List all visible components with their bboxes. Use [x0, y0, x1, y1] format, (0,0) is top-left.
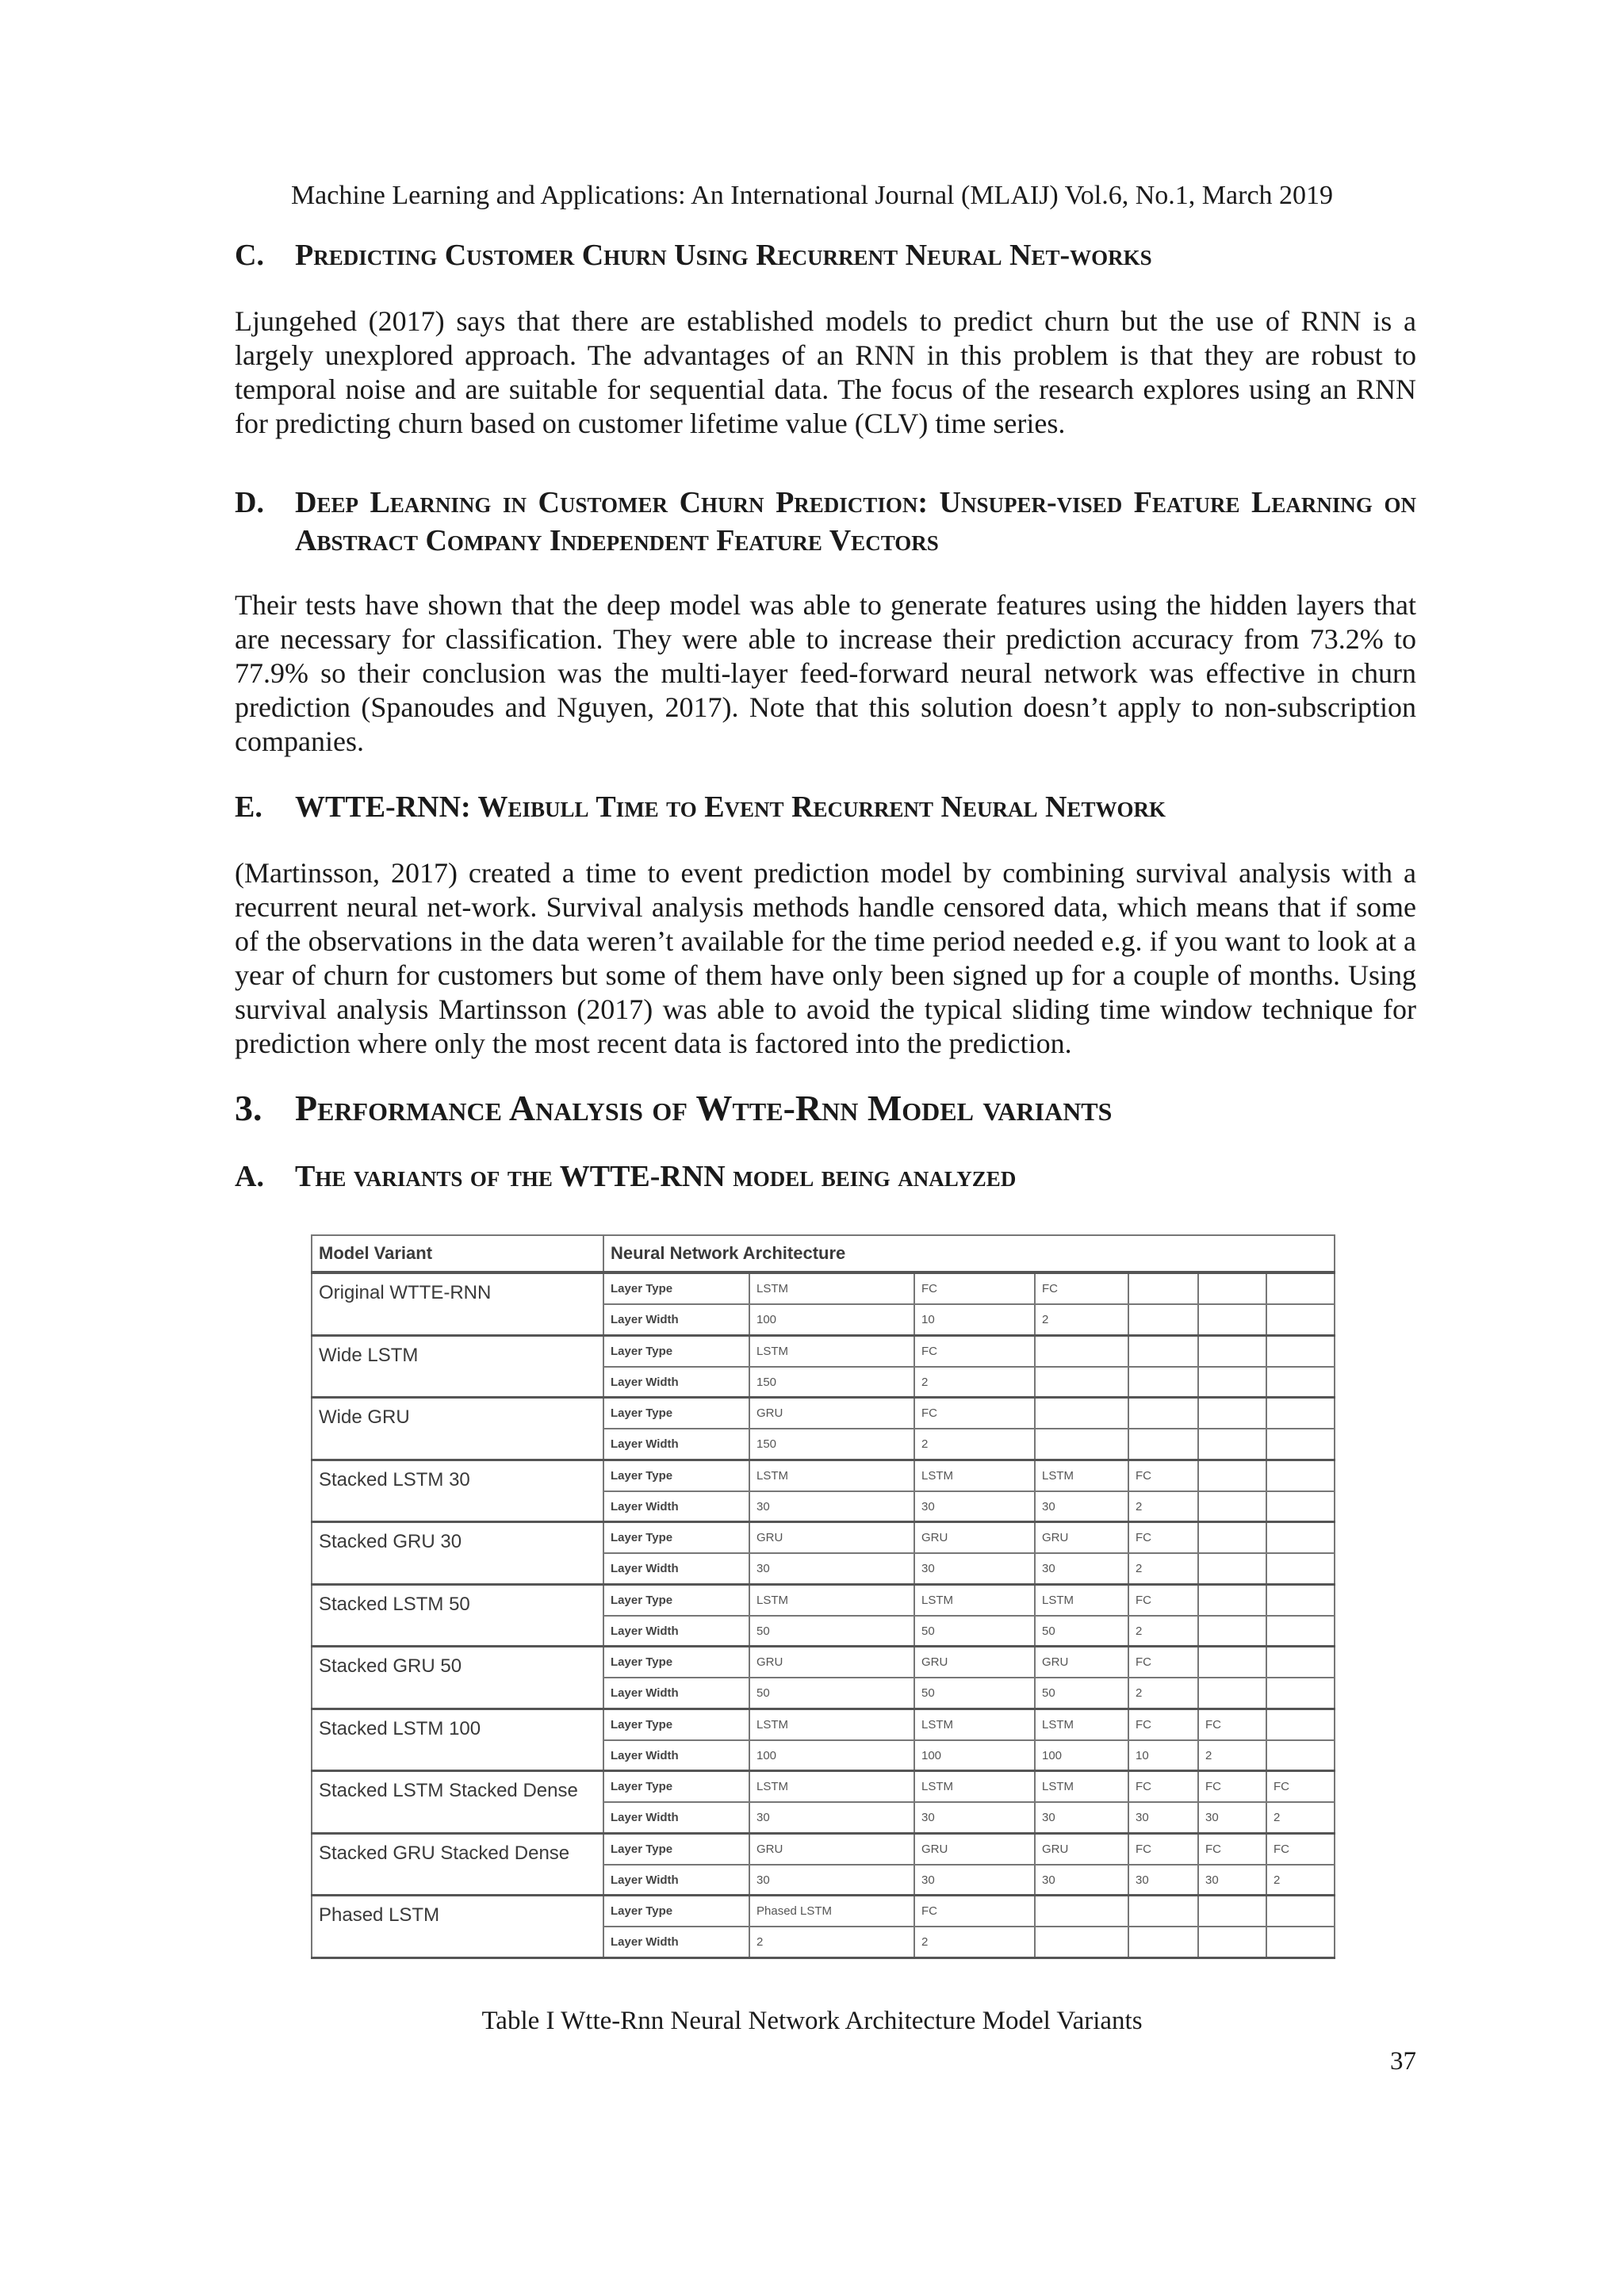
- table-row: [312, 1771, 1335, 1802]
- layer-width-cell: 30: [749, 1865, 914, 1896]
- layer-type-label: Layer Type: [603, 1647, 749, 1678]
- table-row: [312, 1460, 1335, 1490]
- layer-type-cell: FC: [1128, 1460, 1198, 1490]
- model-variant-cell: Phased LSTM: [312, 1896, 603, 1958]
- layer-width-cell: [1266, 1429, 1335, 1460]
- layer-width-cell: [1266, 1740, 1335, 1771]
- layer-width-cell: 30: [1035, 1491, 1128, 1522]
- layer-width-label: Layer Width: [603, 1367, 749, 1398]
- layer-width-cell: [1035, 1429, 1128, 1460]
- layer-type-cell: [1198, 1460, 1266, 1490]
- layer-width-cell: 2: [1128, 1553, 1198, 1584]
- layer-type-cell: LSTM: [914, 1460, 1035, 1490]
- layer-type-cell: FC: [1128, 1647, 1198, 1678]
- model-variant-cell: Wide GRU: [312, 1398, 603, 1460]
- layer-width-label: Layer Width: [603, 1491, 749, 1522]
- layer-width-cell: [1266, 1678, 1335, 1709]
- model-variant-cell: Original WTTE-RNN: [312, 1272, 603, 1335]
- layer-type-cell: GRU: [914, 1647, 1035, 1678]
- layer-type-cell: [1198, 1584, 1266, 1615]
- section-d-title: Deep Learning in Customer Churn Prediction: Unsuper-vised Feature Learning on Abstract Company Independent Feature Vectors: [295, 486, 1416, 557]
- header-model-variant: Model Variant: [312, 1235, 603, 1272]
- layer-type-cell: LSTM: [749, 1771, 914, 1802]
- layer-width-cell: 2: [1128, 1491, 1198, 1522]
- layer-type-cell: FC: [1198, 1833, 1266, 1864]
- architecture-table-figure: [311, 1234, 1334, 1959]
- layer-type-cell: GRU: [1035, 1833, 1128, 1864]
- section-3-title: Performance Analysis of Wtte-Rnn Model variants: [295, 1088, 1113, 1128]
- layer-width-cell: 150: [749, 1367, 914, 1398]
- layer-width-cell: 50: [914, 1678, 1035, 1709]
- layer-width-cell: 10: [1128, 1740, 1198, 1771]
- table-body: [312, 1272, 1335, 1958]
- layer-width-cell: [1128, 1429, 1198, 1460]
- layer-type-label: Layer Type: [603, 1833, 749, 1864]
- layer-width-cell: 30: [749, 1802, 914, 1833]
- layer-width-cell: [1035, 1367, 1128, 1398]
- architecture-table: [311, 1234, 1335, 1959]
- layer-width-cell: 2: [749, 1927, 914, 1957]
- layer-width-label: Layer Width: [603, 1553, 749, 1584]
- layer-type-cell: FC: [1266, 1771, 1335, 1802]
- layer-type-cell: FC: [1198, 1709, 1266, 1739]
- model-variant-cell: Stacked LSTM 100: [312, 1709, 603, 1771]
- page-number: 37: [1390, 2047, 1416, 2076]
- table-row: [312, 1833, 1335, 1864]
- layer-type-label: Layer Type: [603, 1709, 749, 1739]
- table-row: [312, 1896, 1335, 1927]
- layer-type-cell: GRU: [749, 1398, 914, 1429]
- table-row: [312, 1522, 1335, 1553]
- layer-type-label: Layer Type: [603, 1584, 749, 1615]
- layer-width-cell: 30: [1128, 1865, 1198, 1896]
- layer-width-cell: 2: [914, 1429, 1035, 1460]
- layer-width-label: Layer Width: [603, 1304, 749, 1335]
- layer-width-cell: [1198, 1429, 1266, 1460]
- layer-type-cell: FC: [1128, 1771, 1198, 1802]
- layer-type-cell: GRU: [749, 1647, 914, 1678]
- layer-type-cell: FC: [1266, 1833, 1335, 1864]
- layer-width-cell: [1266, 1616, 1335, 1647]
- layer-width-cell: 2: [1266, 1802, 1335, 1833]
- section-3-number: 3.: [235, 1088, 262, 1128]
- layer-type-cell: LSTM: [1035, 1584, 1128, 1615]
- layer-width-cell: 2: [1266, 1865, 1335, 1896]
- layer-width-cell: 2: [1198, 1740, 1266, 1771]
- layer-width-cell: [1266, 1553, 1335, 1584]
- layer-width-label: Layer Width: [603, 1740, 749, 1771]
- header-neural-network-architecture: Neural Network Architecture: [603, 1235, 1335, 1272]
- layer-width-cell: [1198, 1927, 1266, 1957]
- layer-width-cell: 100: [1035, 1740, 1128, 1771]
- layer-type-cell: Phased LSTM: [749, 1896, 914, 1927]
- layer-width-cell: 100: [749, 1740, 914, 1771]
- layer-width-cell: 50: [1035, 1616, 1128, 1647]
- layer-width-cell: 2: [914, 1927, 1035, 1957]
- layer-width-cell: 50: [749, 1678, 914, 1709]
- layer-type-cell: FC: [1198, 1771, 1266, 1802]
- layer-type-label: Layer Type: [603, 1335, 749, 1366]
- layer-width-cell: 2: [914, 1367, 1035, 1398]
- layer-width-cell: [1266, 1304, 1335, 1335]
- layer-type-cell: LSTM: [914, 1584, 1035, 1615]
- section-d-number: D.: [235, 486, 264, 519]
- layer-width-cell: 100: [914, 1740, 1035, 1771]
- layer-width-cell: 2: [1128, 1678, 1198, 1709]
- table-header-row: [312, 1235, 1335, 1272]
- layer-type-cell: GRU: [914, 1522, 1035, 1553]
- section-c-body: Ljungehed (2017) says that there are established models to predict churn but the use of RNN is a largely unexplored approach. The advantages of an RNN in this problem is that they are robust to temporal noise and are suitable for sequential data. The focus of the research explores using an RNN for predicting churn based on customer lifetime value (CLV) time series.: [235, 305, 1416, 439]
- layer-width-cell: 30: [1035, 1553, 1128, 1584]
- layer-type-cell: [1198, 1398, 1266, 1429]
- layer-width-cell: [1128, 1304, 1198, 1335]
- section-d-body: Their tests have shown that the deep model was able to generate features using the hidden layers that are necessary for classification. They were able to increase their prediction accuracy from 73.2% to 77.9% so their conclusion was the multi-layer feed-forward neural network was effective in churn prediction (Spanoudes and Nguyen, 2017). Note that this solution doesn’t apply to non-subscription companies.: [235, 589, 1416, 757]
- layer-type-cell: LSTM: [1035, 1771, 1128, 1802]
- layer-type-cell: FC: [1128, 1522, 1198, 1553]
- section-c-number: C.: [235, 239, 264, 272]
- layer-width-cell: [1198, 1491, 1266, 1522]
- layer-type-cell: FC: [1128, 1833, 1198, 1864]
- table-row: [312, 1709, 1335, 1739]
- layer-type-cell: [1266, 1460, 1335, 1490]
- layer-type-cell: [1035, 1398, 1128, 1429]
- model-variant-cell: Stacked GRU 50: [312, 1647, 603, 1709]
- table-row: [312, 1584, 1335, 1615]
- layer-type-label: Layer Type: [603, 1896, 749, 1927]
- layer-type-cell: LSTM: [749, 1460, 914, 1490]
- layer-width-cell: 100: [749, 1304, 914, 1335]
- layer-width-cell: [1266, 1927, 1335, 1957]
- layer-type-cell: [1198, 1896, 1266, 1927]
- layer-type-cell: GRU: [749, 1833, 914, 1864]
- model-variant-cell: Stacked LSTM Stacked Dense: [312, 1771, 603, 1834]
- layer-width-cell: 30: [749, 1553, 914, 1584]
- layer-type-cell: LSTM: [749, 1335, 914, 1366]
- layer-type-cell: FC: [1128, 1584, 1198, 1615]
- layer-type-cell: LSTM: [749, 1709, 914, 1739]
- layer-type-cell: LSTM: [749, 1584, 914, 1615]
- section-c-title: Predicting Customer Churn Using Recurrent Neural Net-works: [295, 239, 1152, 272]
- layer-width-cell: 30: [914, 1491, 1035, 1522]
- layer-type-label: Layer Type: [603, 1272, 749, 1304]
- layer-type-cell: [1128, 1272, 1198, 1304]
- section-e-body: (Martinsson, 2017) created a time to event prediction model by combining survival analysis with a recurrent neural net-work. Survival analysis methods handle censored data, which means that if some of the observations in the data weren’t available for the time period needed e.g. if you want to look at a year of churn for customers but some of them have only been signed up for a couple of months. Using survival analysis Martinsson (2017) was able to avoid the typical sliding time window technique for prediction where only the most recent data is factored into the prediction.: [235, 857, 1416, 1059]
- layer-type-cell: FC: [1035, 1272, 1128, 1304]
- layer-type-cell: [1266, 1896, 1335, 1927]
- layer-type-cell: GRU: [914, 1833, 1035, 1864]
- layer-type-cell: LSTM: [914, 1771, 1035, 1802]
- layer-width-cell: 30: [749, 1491, 914, 1522]
- layer-type-cell: [1128, 1335, 1198, 1366]
- layer-type-cell: FC: [914, 1335, 1035, 1366]
- section-a-heading: [235, 1158, 1416, 1196]
- layer-width-cell: 30: [1035, 1865, 1128, 1896]
- layer-type-cell: [1266, 1398, 1335, 1429]
- layer-type-label: Layer Type: [603, 1398, 749, 1429]
- layer-width-cell: [1128, 1367, 1198, 1398]
- layer-type-cell: [1266, 1522, 1335, 1553]
- layer-type-cell: [1128, 1398, 1198, 1429]
- layer-width-cell: [1266, 1491, 1335, 1522]
- layer-width-label: Layer Width: [603, 1429, 749, 1460]
- section-a-number: A.: [235, 1160, 264, 1193]
- layer-width-cell: [1198, 1367, 1266, 1398]
- layer-type-cell: [1035, 1896, 1128, 1927]
- section-e-number: E.: [235, 790, 262, 824]
- layer-type-cell: [1198, 1335, 1266, 1366]
- layer-type-cell: LSTM: [914, 1709, 1035, 1739]
- layer-width-cell: [1128, 1927, 1198, 1957]
- layer-type-cell: [1035, 1335, 1128, 1366]
- model-variant-cell: Wide LSTM: [312, 1335, 603, 1398]
- layer-width-cell: 30: [914, 1865, 1035, 1896]
- layer-type-cell: FC: [1128, 1709, 1198, 1739]
- layer-width-cell: 2: [1035, 1304, 1128, 1335]
- layer-width-cell: 50: [914, 1616, 1035, 1647]
- table-row: [312, 1647, 1335, 1678]
- layer-type-cell: [1198, 1272, 1266, 1304]
- layer-width-cell: 30: [1128, 1802, 1198, 1833]
- layer-width-cell: 50: [1035, 1678, 1128, 1709]
- layer-width-cell: 30: [914, 1553, 1035, 1584]
- table-row: [312, 1335, 1335, 1366]
- section-e-heading: [235, 788, 1416, 826]
- section-3-heading: [235, 1086, 1416, 1131]
- model-variant-cell: Stacked LSTM 50: [312, 1584, 603, 1647]
- layer-width-cell: 2: [1128, 1616, 1198, 1647]
- section-a-title: The variants of the WTTE-RNN model being analyzed: [295, 1160, 1017, 1193]
- layer-width-cell: 30: [914, 1802, 1035, 1833]
- layer-width-cell: 30: [1198, 1865, 1266, 1896]
- layer-width-cell: [1266, 1367, 1335, 1398]
- running-head: Machine Learning and Applications: An International Journal (MLAIJ) Vol.6, No.1, March 2019: [290, 181, 1334, 210]
- layer-type-cell: [1266, 1335, 1335, 1366]
- layer-type-label: Layer Type: [603, 1771, 749, 1802]
- layer-type-cell: [1266, 1584, 1335, 1615]
- layer-type-cell: LSTM: [749, 1272, 914, 1304]
- layer-type-cell: GRU: [1035, 1647, 1128, 1678]
- table-row: [312, 1272, 1335, 1304]
- layer-type-cell: [1266, 1709, 1335, 1739]
- section-e-title: WTTE-RNN: Weibull Time to Event Recurrent Neural Network: [295, 790, 1166, 824]
- layer-type-cell: LSTM: [1035, 1460, 1128, 1490]
- section-c-heading: [235, 236, 1416, 274]
- layer-width-label: Layer Width: [603, 1927, 749, 1957]
- model-variant-cell: Stacked GRU Stacked Dense: [312, 1833, 603, 1896]
- section-d-heading: [235, 484, 1416, 560]
- layer-width-cell: 30: [1035, 1802, 1128, 1833]
- layer-type-cell: [1128, 1896, 1198, 1927]
- layer-type-cell: FC: [914, 1896, 1035, 1927]
- layer-width-label: Layer Width: [603, 1802, 749, 1833]
- layer-type-label: Layer Type: [603, 1460, 749, 1490]
- layer-width-cell: 10: [914, 1304, 1035, 1335]
- layer-width-cell: [1198, 1304, 1266, 1335]
- model-variant-cell: Stacked LSTM 30: [312, 1460, 603, 1522]
- layer-type-cell: LSTM: [1035, 1709, 1128, 1739]
- layer-type-cell: FC: [914, 1398, 1035, 1429]
- layer-type-cell: [1198, 1522, 1266, 1553]
- layer-width-cell: 50: [749, 1616, 914, 1647]
- layer-type-cell: GRU: [749, 1522, 914, 1553]
- layer-width-label: Layer Width: [603, 1678, 749, 1709]
- layer-type-cell: [1198, 1647, 1266, 1678]
- model-variant-cell: Stacked GRU 30: [312, 1522, 603, 1585]
- layer-type-cell: FC: [914, 1272, 1035, 1304]
- layer-type-label: Layer Type: [603, 1522, 749, 1553]
- layer-type-cell: [1266, 1647, 1335, 1678]
- table-row: [312, 1398, 1335, 1429]
- layer-width-label: Layer Width: [603, 1616, 749, 1647]
- layer-width-cell: 150: [749, 1429, 914, 1460]
- layer-width-cell: [1198, 1616, 1266, 1647]
- layer-type-cell: [1266, 1272, 1335, 1304]
- table-caption: Table I Wtte-Rnn Neural Network Architecture Model Variants: [481, 2007, 1143, 2035]
- layer-width-cell: [1035, 1927, 1128, 1957]
- layer-width-cell: 30: [1198, 1802, 1266, 1833]
- layer-width-cell: [1198, 1678, 1266, 1709]
- layer-width-cell: [1198, 1553, 1266, 1584]
- layer-type-cell: GRU: [1035, 1522, 1128, 1553]
- layer-width-label: Layer Width: [603, 1865, 749, 1896]
